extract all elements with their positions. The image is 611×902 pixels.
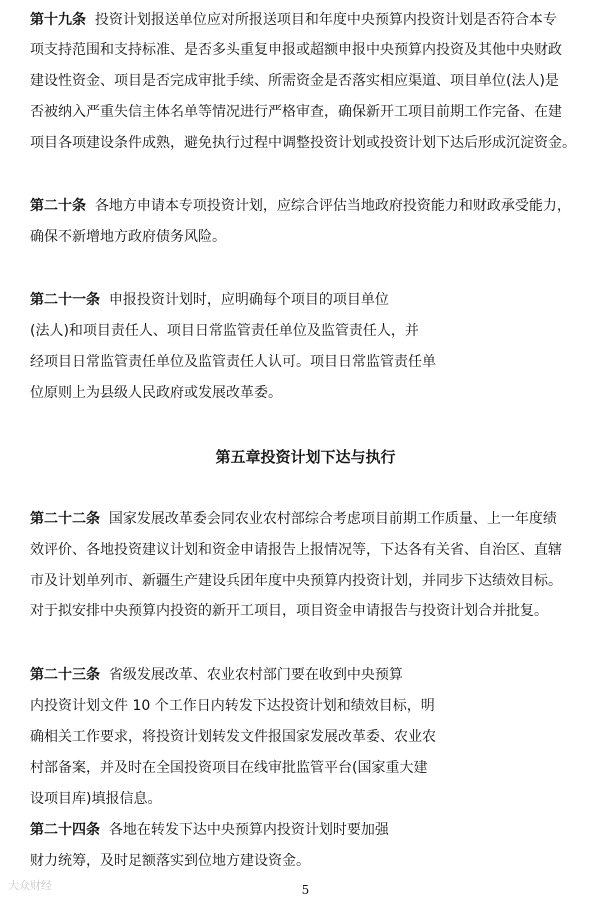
article-22-line-2: 效评价、各地投资建议计划和资金申请报告上报情况等，下达各有关省、自治区、直辖 <box>30 542 562 558</box>
article-22-line-4: 对于拟安排中央预算内投资的新开工项目，项目资金申请报告与投资计划合并批复。 <box>30 603 548 619</box>
article-23-line-1: 第二十三条 省级发展改革、农业农村部门要在收到中央预算 <box>30 667 403 683</box>
article-19-label: 第十九条 <box>30 12 86 28</box>
article-23-line-4: 村部备案，并及时在全国投资项目在线审批监管平台(国家重大建 <box>30 760 428 776</box>
watermark: 大众财经 <box>8 879 52 892</box>
article-24-line-1: 第二十四条 各地在转发下达中央预算内投资计划时要加强 <box>30 822 389 838</box>
article-20-label: 第二十条 <box>30 198 86 214</box>
article-23-line-5: 设项目库)填报信息。 <box>30 791 162 807</box>
article-20-line-2: 确保不新增地方政府债务风险。 <box>30 229 226 245</box>
article-22-label: 第二十二条 <box>30 511 100 527</box>
article-24-label: 第二十四条 <box>30 822 100 838</box>
article-19-line-3: 建设性资金、项目是否完成审批手续、所需资金是否落实相应渠道、项目单位(法人)是 <box>30 73 559 89</box>
article-20-line-1: 第二十条 各地方申请本专项投资计划，应综合评估当地政府投资能力和财政承受能力， <box>30 198 571 214</box>
article-21-label: 第二十一条 <box>30 292 100 308</box>
article-21-line-2: (法人)和项目责任人、项目日常监管责任单位及监管责任人，并 <box>30 323 419 339</box>
page-number: 5 <box>301 883 310 897</box>
article-21-line-3: 经项目日常监管责任单位及监管责任人认可。项目日常监管责任单 <box>30 354 436 370</box>
chapter-heading: 第五章投资计划下达与执行 <box>215 448 396 466</box>
article-19-line-4: 否被纳入严重失信主体名单等情况进行严格审查，确保新开工项目前期工作完备、在建 <box>30 104 562 120</box>
article-21-line-4: 位原则上为县级人民政府或发展改革委。 <box>30 385 282 401</box>
article-19-line-5: 项目各项建设条件成熟，避免执行过程中调整投资计划或投资计划下达后形成沉淀资金。 <box>30 135 576 151</box>
article-19-line-1: 第十九条 投资计划报送单位应对所报送项目和年度中央预算内投资计划是否符合本专 <box>30 12 557 28</box>
article-24-line-2: 财力统筹，及时足额落实到位地方建设资金。 <box>30 853 310 869</box>
article-19-line-2: 项支持范围和支持标准、是否多头重复申报或超额申报中央预算内投资及其他中央财政 <box>30 42 562 58</box>
article-22-line-3: 市及计划单列市、新疆生产建设兵团年度中央预算内投资计划，并同步下达绩效目标。 <box>30 573 562 589</box>
article-23-label: 第二十三条 <box>30 667 100 683</box>
article-23-line-3: 确相关工作要求，将投资计划转发文件报国家发展改革委、农业农 <box>30 729 436 745</box>
article-21-line-1: 第二十一条 申报投资计划时，应明确每个项目的项目单位 <box>30 292 389 308</box>
article-23-line-2: 内投资计划文件 10 个工作日内转发下达投资计划和绩效目标，明 <box>30 698 435 714</box>
article-22-line-1: 第二十二条 国家发展改革委会同农业农村部综合考虑项目前期工作质量、上一年度绩 <box>30 511 557 527</box>
